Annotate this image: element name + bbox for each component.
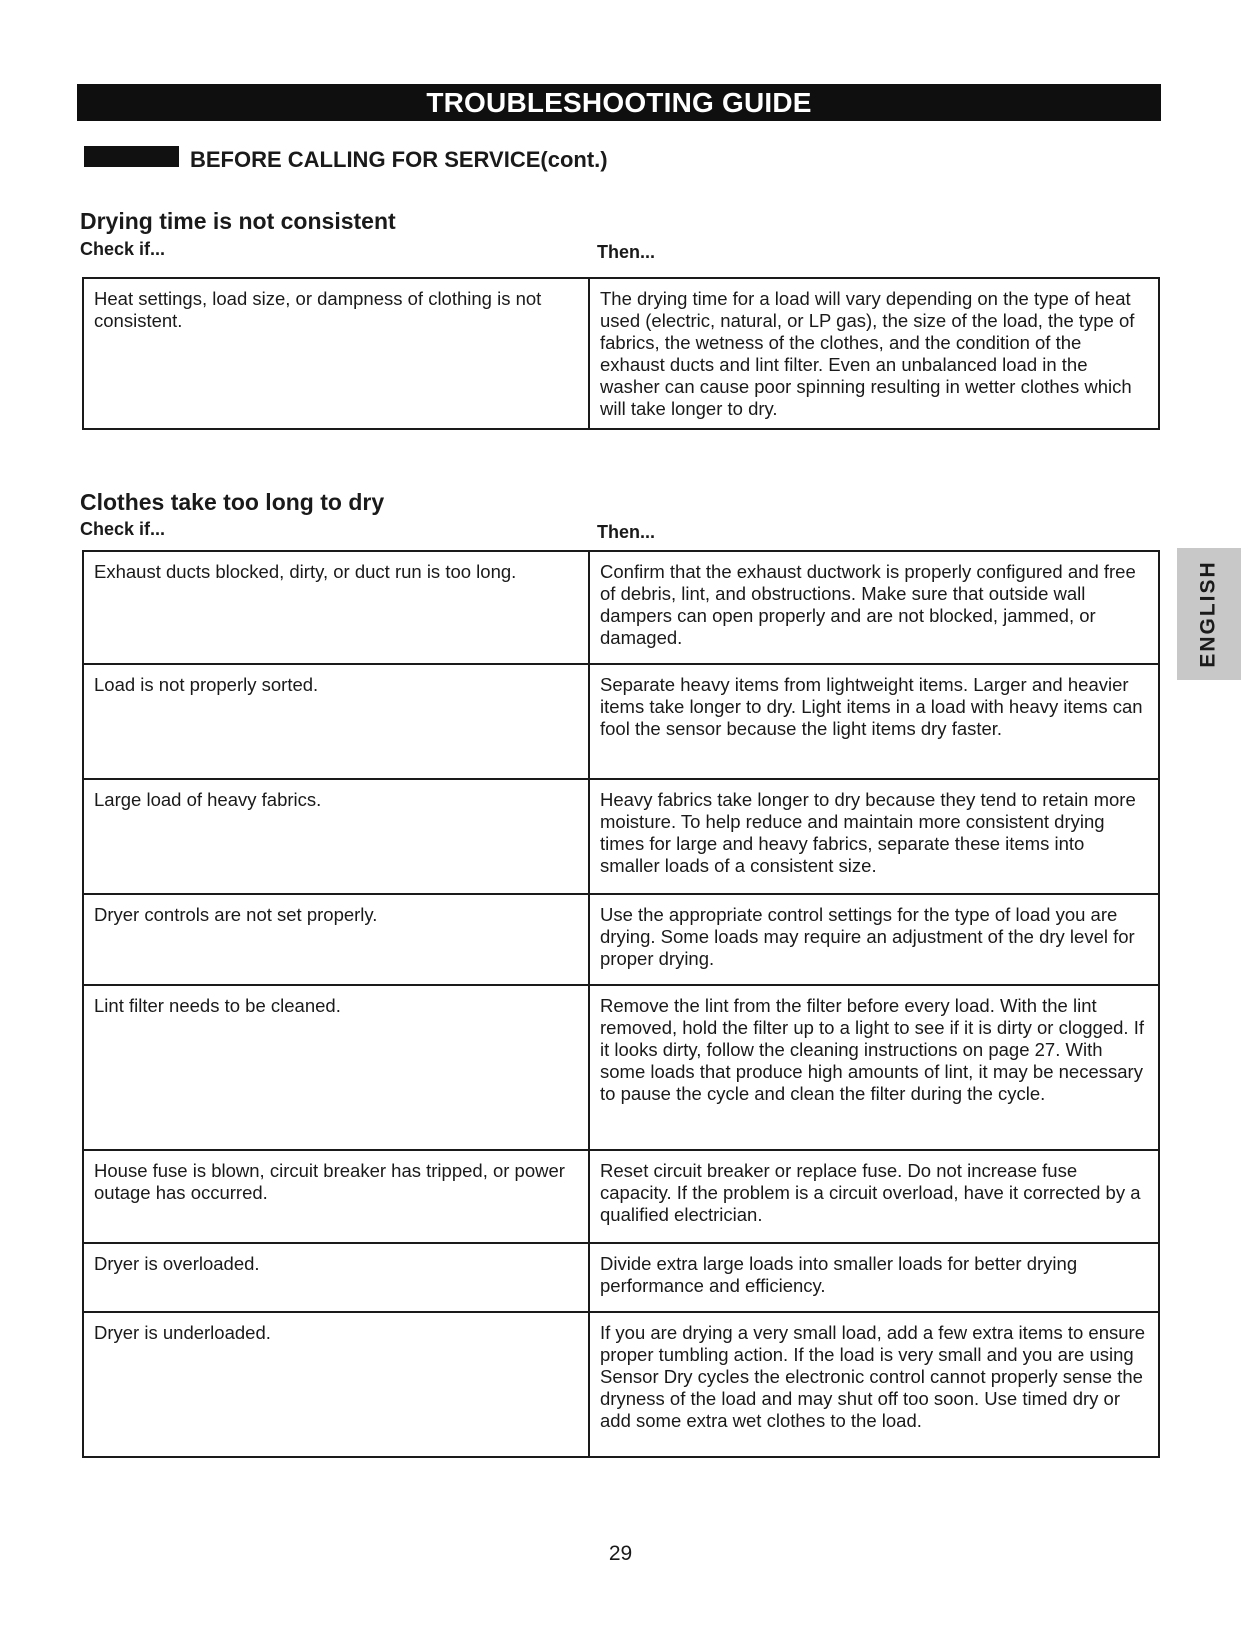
table-row (83, 551, 1159, 664)
drying-time-table (82, 277, 1160, 430)
check-cell: Dryer is overloaded. (83, 1243, 589, 1312)
section-heading-too-long: Clothes take too long to dry (80, 489, 385, 515)
then-header: Then... (597, 522, 655, 542)
then-cell: Separate heavy items from lightweight items. Larger and heavier items take longer to dry. Light items in a load with heavy items can fool the sensor because the light items dry faster. (589, 664, 1159, 779)
check-cell: Exhaust ducts blocked, dirty, or duct run is too long. (83, 551, 589, 664)
check-cell: Lint filter needs to be cleaned. (83, 985, 589, 1150)
section-marker (84, 146, 179, 167)
then-cell: The drying time for a load will vary depending on the type of heat used (electric, natural, or LP gas), the size of the load, the type of fabrics, the wetness of the clothes, and the condition of the exhaust ducts and lint filter. Even an unbalanced load in the washer can cause poor spinning resulting in wetter clothes which will take longer to dry. (589, 278, 1159, 429)
table-row (83, 985, 1159, 1150)
check-cell: Dryer controls are not set properly. (83, 894, 589, 985)
table-row (83, 1243, 1159, 1312)
then-cell: Confirm that the exhaust ductwork is properly configured and free of debris, lint, and obstructions. Make sure that outside wall dampers can open properly and are not blocked, jammed, or damaged. (589, 551, 1159, 664)
then-cell: Use the appropriate control settings for the type of load you are drying. Some loads may require an adjustment of the dry level for proper drying. (589, 894, 1159, 985)
table-row (83, 664, 1159, 779)
too-long-table (82, 550, 1160, 1458)
language-tab-label: ENGLISH (1197, 560, 1220, 668)
table-row (83, 1150, 1159, 1243)
section-heading-drying-time: Drying time is not consistent (80, 208, 396, 234)
check-cell: Heat settings, load size, or dampness of clothing is not consistent. (83, 278, 589, 429)
then-cell: Remove the lint from the filter before every load. With the lint removed, hold the filter up to a light to see if it is dirty or clogged. If it looks dirty, follow the cleaning instructions on page 27. With some loads that produce high amounts of lint, it may be necessary to pause the cycle and clean the filter during the cycle. (589, 985, 1159, 1150)
table-row (83, 278, 1159, 429)
then-cell: Divide extra large loads into smaller loads for better drying performance and efficiency. (589, 1243, 1159, 1312)
table-row (83, 1312, 1159, 1457)
check-if-header: Check if... (80, 239, 166, 259)
then-cell: Reset circuit breaker or replace fuse. Do not increase fuse capacity. If the problem is a circuit overload, have it corrected by a qualified electrician. (589, 1150, 1159, 1243)
check-cell: Large load of heavy fabrics. (83, 779, 589, 894)
table-row (83, 894, 1159, 985)
page-number: 29 (608, 1542, 633, 1565)
check-cell: Dryer is underloaded. (83, 1312, 589, 1457)
check-cell: House fuse is blown, circuit breaker has tripped, or power outage has occurred. (83, 1150, 589, 1243)
then-header: Then... (597, 242, 655, 262)
section-title: BEFORE CALLING FOR SERVICE(cont.) (190, 147, 608, 172)
table-row (83, 779, 1159, 894)
language-tab (1177, 548, 1241, 680)
then-cell: If you are drying a very small load, add a few extra items to ensure proper tumbling action. If the load is very small and you are using Sensor Dry cycles the electronic control cannot properly sense the dryness of the load and may shut off too soon. Use timed dry or add some extra wet clothes to the load. (589, 1312, 1159, 1457)
check-if-header: Check if... (80, 519, 166, 539)
page-banner: TROUBLESHOOTING GUIDE (77, 84, 1161, 121)
check-cell: Load is not properly sorted. (83, 664, 589, 779)
then-cell: Heavy fabrics take longer to dry because they tend to retain more moisture. To help reduce and maintain more consistent drying times for large and heavy fabrics, separate these items into smaller loads of a consistent size. (589, 779, 1159, 894)
